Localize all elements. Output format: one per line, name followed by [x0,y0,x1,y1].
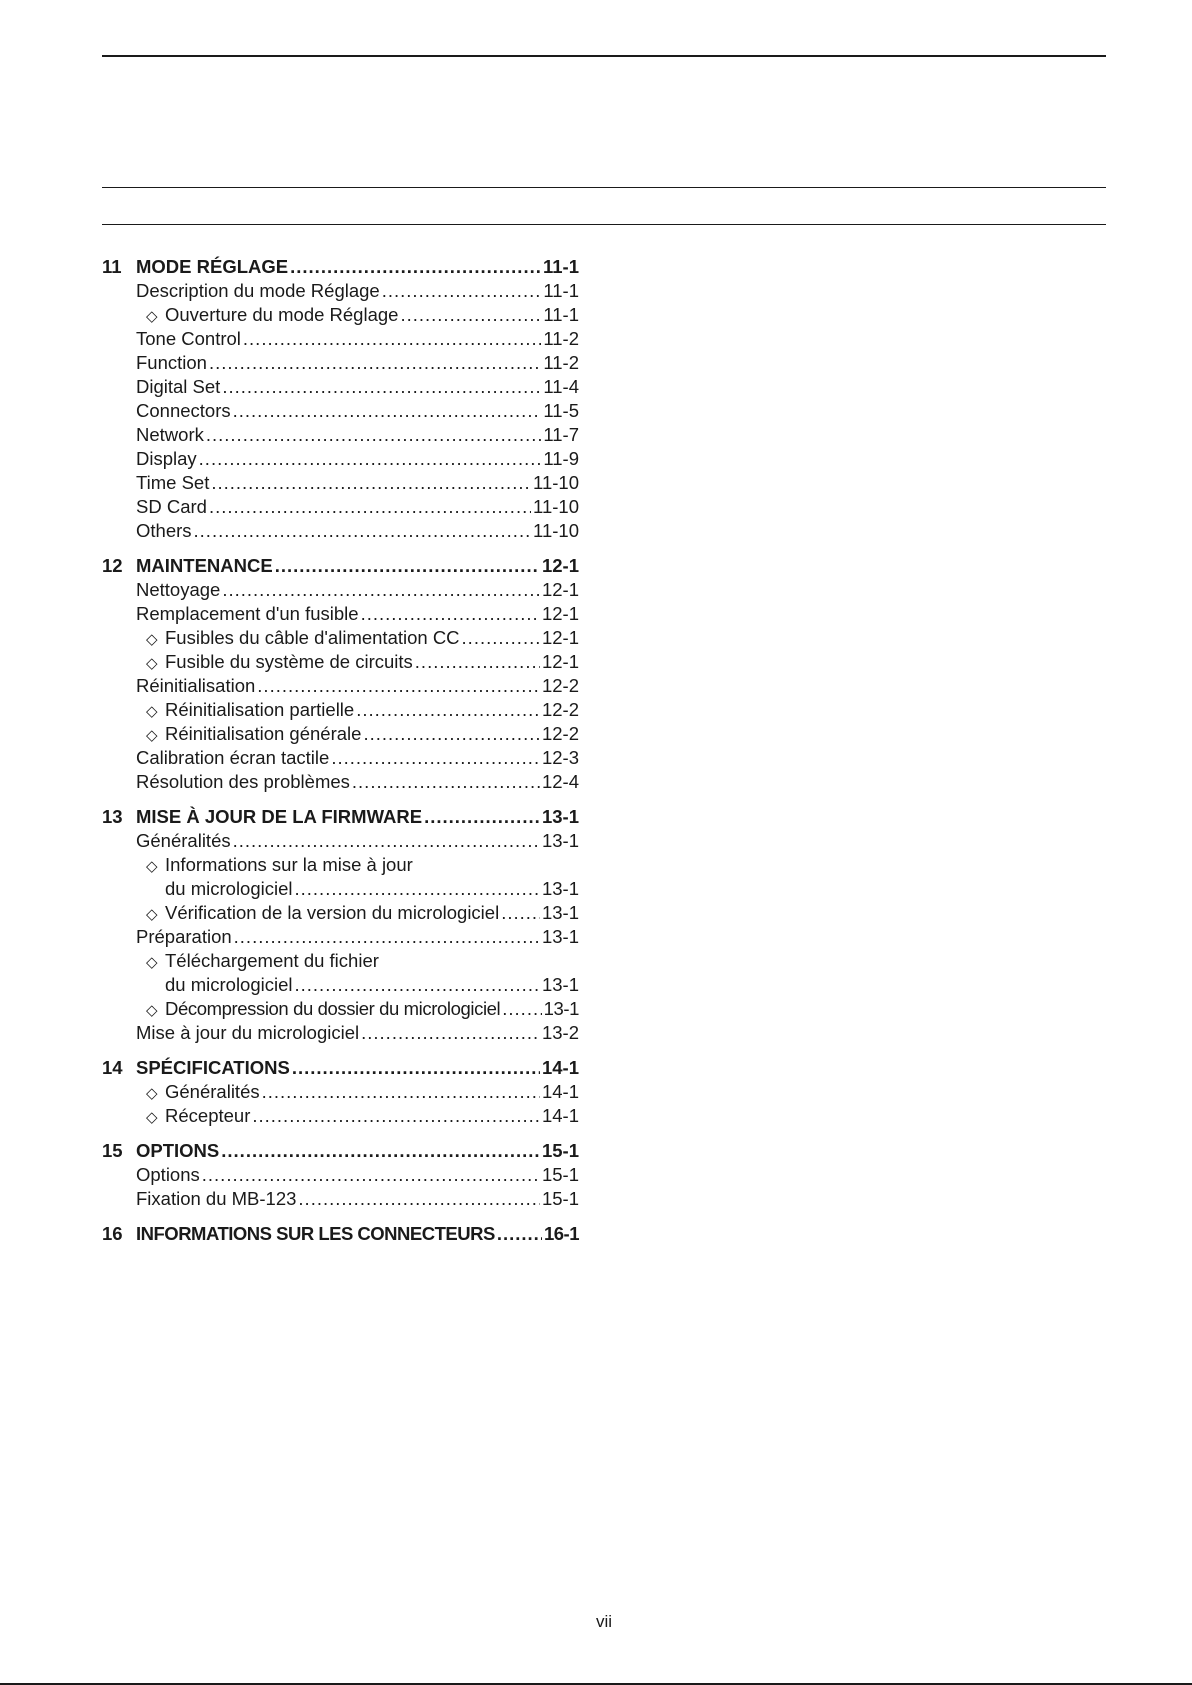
toc-subentry[interactable] [102,650,579,674]
dot-leader [262,1080,540,1104]
dot-leader [202,1163,540,1187]
page-number: 12-1 [541,555,579,576]
page-number: 12-1 [541,579,579,600]
dot-leader [292,1056,540,1080]
diamond-bullet-icon: ◇ [146,1085,158,1102]
toc-entry[interactable] [102,1187,579,1211]
toc-subentry[interactable] [102,1104,579,1128]
page-number: 12-4 [541,771,579,792]
page-number: 12-2 [541,675,579,696]
page-number: 11-2 [543,352,579,373]
dot-leader [502,997,541,1021]
dot-leader [243,327,541,351]
toc-entry[interactable] [102,1163,579,1187]
toc-entry[interactable] [102,447,579,471]
page-number: 12-1 [541,603,579,624]
toc-entry[interactable] [102,519,579,543]
chapter-number: 11 [102,256,122,277]
toc-chapter-entry[interactable] [102,1056,579,1080]
dot-leader [222,375,541,399]
toc-section-13 [102,805,579,1045]
toc-entry[interactable] [102,1021,579,1045]
toc-entry[interactable] [102,578,579,602]
entry-label: Préparation [136,926,232,947]
page-number: 16-1 [543,1223,579,1244]
diamond-bullet-icon: ◇ [146,954,158,971]
entry-label: Généralités [136,830,231,851]
entry-label: Display [136,448,197,469]
entry-label: Others [136,520,192,541]
toc-subentry[interactable] [102,698,579,722]
page-number: 14-1 [541,1081,579,1102]
dot-leader [199,447,542,471]
chapter-title: MISE À JOUR DE LA FIRMWARE [136,806,423,827]
entry-label: Connectors [136,400,231,421]
chapter-number: 12 [102,555,123,576]
entry-label: Description du mode Réglage [136,280,380,301]
diamond-bullet-icon: ◇ [146,631,158,648]
top-rule [102,55,1106,57]
diamond-bullet-icon: ◇ [146,906,158,923]
dot-leader [222,578,540,602]
dot-leader [298,1187,540,1211]
entry-label: Résolution des problèmes [136,771,350,792]
dot-leader [497,1222,542,1246]
chapter-number: 13 [102,806,123,827]
dot-leader [221,1139,540,1163]
page-number-footer: vii [595,1612,613,1631]
page-number: 11-9 [543,448,579,469]
toc-entry[interactable] [102,399,579,423]
page-number: 13-1 [543,998,579,1019]
page-number: 12-3 [541,747,579,768]
page-number: 14-1 [541,1057,579,1078]
dot-leader [295,877,540,901]
page-number: 11-7 [543,424,579,445]
toc-entry[interactable] [102,495,579,519]
dot-leader [275,554,540,578]
page-number: 11-1 [543,280,579,301]
toc-chapter-entry[interactable] [102,1139,579,1163]
page-number: 13-1 [541,902,579,923]
toc-entry[interactable] [102,423,579,447]
entry-label: Function [136,352,207,373]
entry-label-continuation: du micrologiciel [165,878,293,899]
page-number: 15-1 [541,1164,579,1185]
diamond-bullet-icon: ◇ [146,1109,158,1126]
entry-label: Tone Control [136,328,241,349]
chapter-title: MAINTENANCE [136,555,273,576]
dot-leader [352,770,540,794]
page-number: 11-10 [533,520,579,541]
toc-subentry-continuation[interactable] [102,973,579,997]
toc-subentry[interactable] [102,303,579,327]
toc-subentry[interactable] [102,997,579,1021]
diamond-bullet-icon: ◇ [146,703,158,720]
entry-label: Récepteur [165,1105,251,1126]
toc-entry[interactable] [102,770,579,794]
page-number: 14-1 [541,1105,579,1126]
page-number: 11-10 [533,472,579,493]
page-number: 11-5 [543,400,579,421]
diamond-bullet-icon: ◇ [146,1002,158,1019]
dot-leader [209,495,531,519]
entry-label-continuation: du micrologiciel [165,974,293,995]
entry-label: Time Set [136,472,210,493]
page-number: 13-2 [541,1022,579,1043]
dot-leader [233,399,542,423]
toc-entry[interactable] [102,327,579,351]
page-number: 13-1 [541,878,579,899]
toc-entry[interactable] [102,602,579,626]
dot-leader [361,1021,540,1045]
toc-subentry[interactable] [102,949,579,973]
toc-chapter-entry[interactable] [102,255,579,279]
dot-leader [382,279,542,303]
page-number: 12-1 [541,651,579,672]
toc-entry[interactable] [102,471,579,495]
entry-label: Réinitialisation [136,675,256,696]
dot-leader [363,722,540,746]
entry-label: Network [136,424,204,445]
header-rule-upper [102,187,1106,188]
dot-leader [290,255,541,279]
page-number: 11-1 [543,304,579,325]
page-number: 13-1 [541,830,579,851]
toc-section-14 [102,1056,579,1128]
page-number: 11-1 [542,256,579,277]
toc-subentry[interactable] [102,722,579,746]
chapter-title: SPÉCIFICATIONS [136,1057,290,1078]
entry-label: Réinitialisation générale [165,723,362,744]
page-number: 11-10 [533,496,579,517]
entry-label: Téléchargement du fichier [165,950,379,971]
toc-section-16 [102,1222,579,1246]
toc-entry[interactable] [102,375,579,399]
entry-label: Mise à jour du micrologiciel [136,1022,360,1043]
dot-leader [252,1104,540,1128]
toc-section-15 [102,1139,579,1211]
diamond-bullet-icon: ◇ [146,655,158,672]
toc-subentry-continuation[interactable] [102,877,579,901]
chapter-number: 15 [102,1140,123,1161]
chapter-title: INFORMATIONS SUR LES CONNECTEURS [136,1223,495,1244]
page-number: 12-2 [541,723,579,744]
page-number: 11-2 [543,328,579,349]
chapter-title: OPTIONS [136,1140,220,1161]
page-number: 12-2 [541,699,579,720]
toc-subentry[interactable] [102,901,579,925]
entry-label: Fusibles du câble d'alimentation CC [165,627,460,648]
chapter-title: MODE RÉGLAGE [136,256,289,277]
toc-entry[interactable] [102,674,579,698]
diamond-bullet-icon: ◇ [146,858,158,875]
entry-label: Options [136,1164,200,1185]
page-number: 12-1 [541,627,579,648]
dot-leader [462,626,540,650]
entry-label: SD Card [136,496,207,517]
dot-leader [400,303,541,327]
entry-label: Fixation du MB-123 [136,1188,297,1209]
table-of-contents [102,255,579,1257]
dot-leader [501,901,540,925]
diamond-bullet-icon: ◇ [146,727,158,744]
toc-entry[interactable] [102,279,579,303]
page-number: 15-1 [541,1140,579,1161]
toc-subentry[interactable] [102,1080,579,1104]
entry-label: Vérification de la version du micrologiciel [165,902,500,923]
dot-leader [233,829,540,853]
dot-leader [206,423,541,447]
page-number: 13-1 [541,806,579,827]
entry-label: Digital Set [136,376,221,397]
dot-leader [424,805,540,829]
entry-label: Réinitialisation partielle [165,699,355,720]
toc-subentry[interactable] [102,853,579,877]
dot-leader [211,471,531,495]
entry-label: Décompression du dossier du micrologiciel [165,998,501,1019]
toc-entry[interactable] [102,829,579,853]
dot-leader [194,519,532,543]
page-number: 15-1 [541,1188,579,1209]
dot-leader [295,973,540,997]
toc-entry[interactable] [102,746,579,770]
dot-leader [356,698,540,722]
dot-leader [234,925,540,949]
toc-subentry[interactable] [102,626,579,650]
entry-label: Remplacement d'un fusible [136,603,359,624]
entry-label: Ouverture du mode Réglage [165,304,399,325]
toc-chapter-entry[interactable] [102,1222,579,1246]
dot-leader [415,650,540,674]
toc-section-11 [102,255,579,543]
entry-label: Fusible du système de circuits [165,651,413,672]
toc-entry[interactable] [102,351,579,375]
dot-leader [331,746,540,770]
dot-leader [209,351,541,375]
chapter-number: 14 [102,1057,123,1078]
toc-chapter-entry[interactable] [102,554,579,578]
header-rule-lower [102,224,1106,225]
entry-label: Nettoyage [136,579,221,600]
entry-label: Calibration écran tactile [136,747,330,768]
dot-leader [257,674,540,698]
page-number: 13-1 [541,926,579,947]
toc-chapter-entry[interactable] [102,805,579,829]
diamond-bullet-icon: ◇ [146,308,158,325]
page-number: 11-4 [543,376,579,397]
toc-section-12 [102,554,579,794]
dot-leader [361,602,540,626]
entry-label: Informations sur la mise à jour [165,854,413,875]
page-number: 13-1 [541,974,579,995]
entry-label: Généralités [165,1081,260,1102]
chapter-number: 16 [102,1223,123,1244]
toc-entry[interactable] [102,925,579,949]
